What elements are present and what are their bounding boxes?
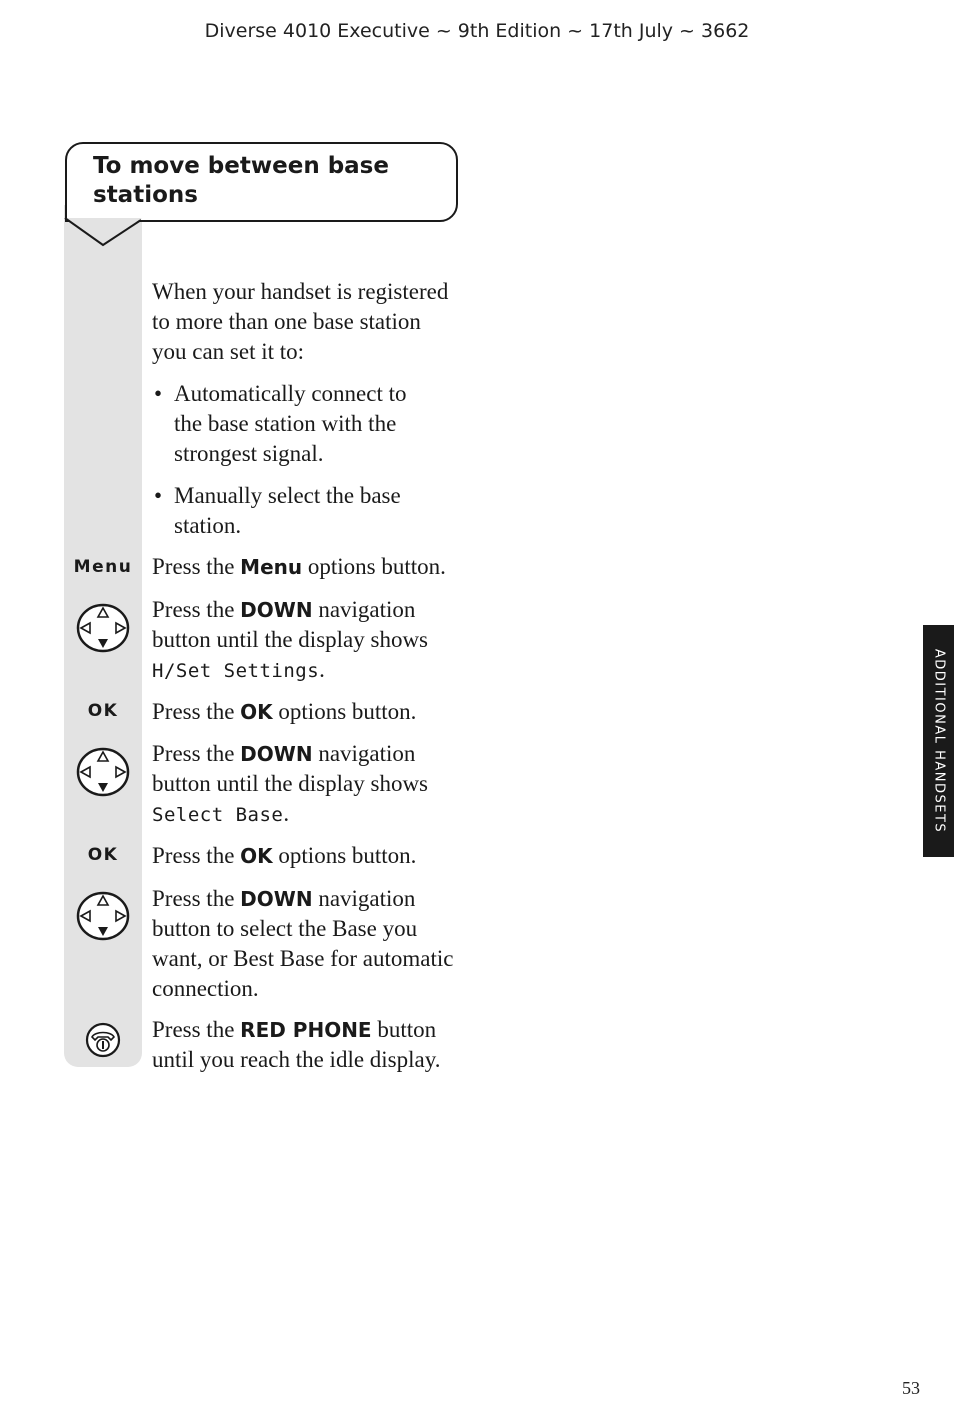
step-post: options button. bbox=[302, 554, 446, 579]
step-post: options button. bbox=[272, 699, 417, 724]
section-side-tab bbox=[923, 625, 954, 857]
nav-down-icon bbox=[76, 890, 130, 942]
step-pre: Press the bbox=[152, 843, 241, 868]
ok-key-label: OK bbox=[87, 701, 119, 721]
step-text bbox=[152, 884, 457, 1004]
step-pre: Press the bbox=[152, 741, 241, 766]
display-text: Select Base bbox=[152, 804, 284, 826]
step-end: . bbox=[283, 801, 290, 826]
step-pre: Press the bbox=[152, 699, 241, 724]
step-text bbox=[152, 552, 462, 582]
red-phone-icon bbox=[85, 1022, 121, 1058]
step-keyword: DOWN bbox=[240, 887, 313, 911]
step-text bbox=[152, 739, 457, 830]
step-post: options button. bbox=[272, 843, 417, 868]
step-keyword: OK bbox=[240, 844, 273, 868]
bullet-text: Manually select the base station. bbox=[174, 483, 401, 538]
step-keyword: DOWN bbox=[240, 598, 313, 622]
intro-text: When your handset is registered to more than one base station you can set it to: bbox=[152, 279, 449, 364]
page-number: 53 bbox=[902, 1378, 920, 1398]
step-post: navigation button until the display shows bbox=[152, 597, 428, 652]
page-header: Diverse 4010 Executive ~ 9th Edition ~ 17th July ~ 3662 bbox=[204, 20, 750, 42]
step-text bbox=[152, 595, 457, 686]
nav-down-icon bbox=[76, 746, 130, 798]
bullet-item: • Automatically connect to the base station with the strongest signal. bbox=[154, 379, 434, 469]
menu-key-label: Menu bbox=[73, 557, 133, 577]
step-post: button until you reach the idle display. bbox=[152, 1017, 441, 1072]
bullet-item: • Manually select the base station. bbox=[154, 481, 434, 541]
step-end: . bbox=[319, 657, 325, 682]
step-post: navigation button to select the Base you want, or Best Base for automatic connection. bbox=[152, 886, 454, 1001]
title-pointer bbox=[64, 218, 144, 248]
step-text bbox=[152, 697, 462, 727]
step-keyword: DOWN bbox=[240, 742, 313, 766]
ok-key-label: OK bbox=[87, 845, 119, 865]
step-text bbox=[152, 841, 462, 871]
section-title: To move between base stations bbox=[93, 153, 389, 208]
bullet-text: Automatically connect to the base station with the strongest signal. bbox=[174, 381, 407, 466]
step-pre: Press the bbox=[152, 886, 241, 911]
step-pre: Press the bbox=[152, 554, 241, 579]
step-keyword: Menu bbox=[240, 555, 303, 579]
step-pre: Press the bbox=[152, 597, 241, 622]
step-keyword: OK bbox=[240, 700, 273, 724]
step-post: navigation button until the display shows bbox=[152, 741, 428, 796]
step-keyword: RED PHONE bbox=[240, 1018, 372, 1042]
side-tab-label: ADDITIONAL HANDSETS bbox=[931, 648, 946, 834]
display-text: H/Set Settings bbox=[152, 660, 320, 682]
step-pre: Press the bbox=[152, 1017, 241, 1042]
step-text bbox=[152, 1015, 462, 1075]
nav-down-icon bbox=[76, 602, 130, 654]
